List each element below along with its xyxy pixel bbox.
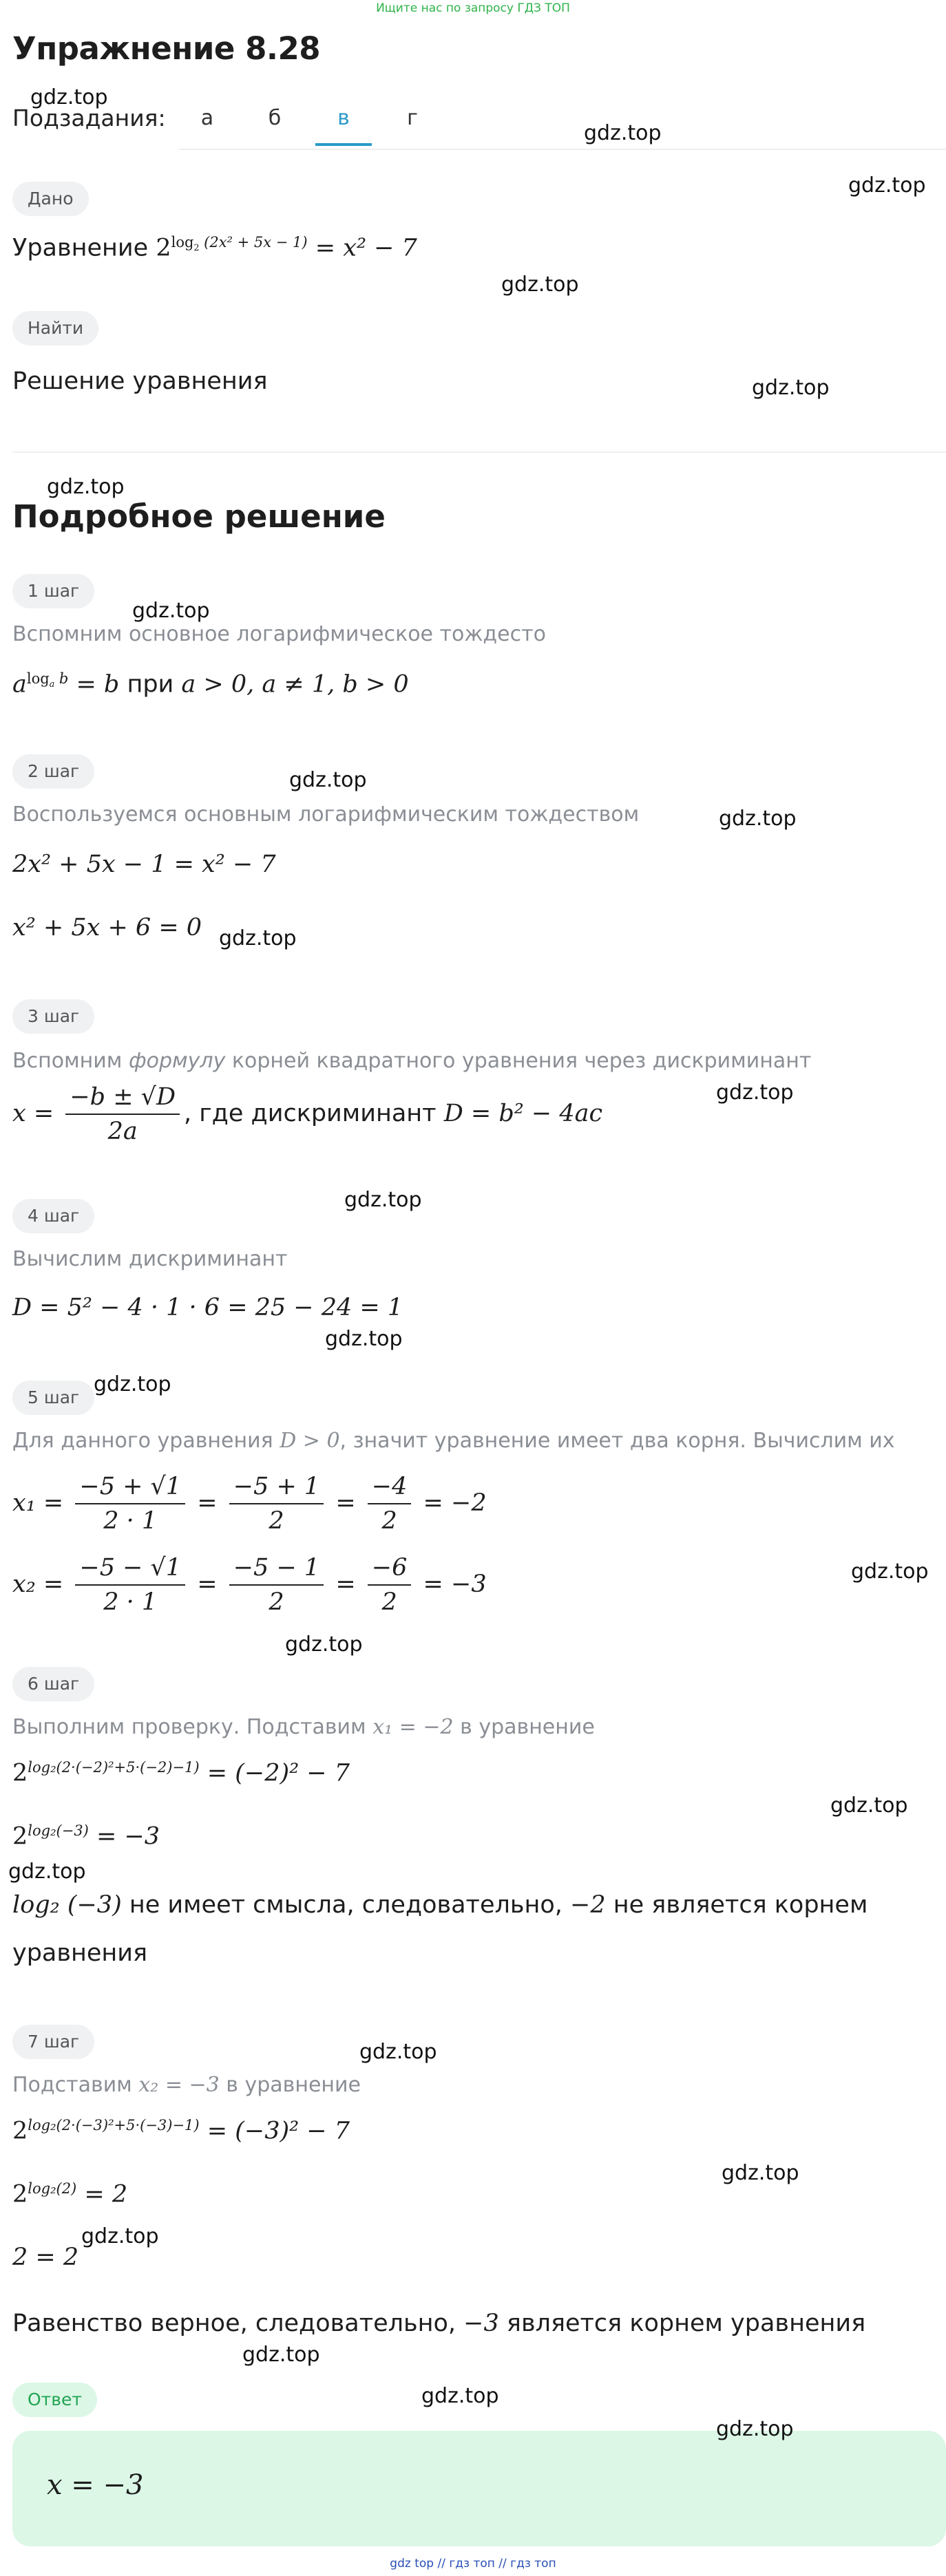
step5-x1-f2-den: 2 <box>269 1507 284 1535</box>
tab-a[interactable]: а <box>200 106 214 130</box>
step5-x1-f1 <box>75 1473 185 1535</box>
step6-l2-rhs: = −3 <box>96 1822 160 1851</box>
step3-den: 2a <box>107 1118 138 1145</box>
given-pill: Дано <box>12 182 89 216</box>
answer-value: x = −3 <box>47 2469 144 2501</box>
find-pill: Найти <box>12 311 98 345</box>
given-exp-arg: (2x² + 5x − 1) <box>204 234 308 251</box>
step5-desc <box>12 1429 895 1453</box>
watermark: gdz.top <box>851 1560 929 1584</box>
step4-eq: D = 5² − 4 · 1 · 6 = 25 − 24 = 1 <box>12 1294 403 1321</box>
subtask-tabs <box>179 95 946 150</box>
watermark: gdz.top <box>219 926 297 950</box>
step5-x2-label: x₂ = <box>12 1571 64 1598</box>
watermark: gdz.top <box>830 1793 908 1818</box>
watermark: gdz.top <box>94 1372 171 1396</box>
page-title: Упражнение 8.28 <box>12 30 321 67</box>
step2-eq1: 2x² + 5x − 1 = x² − 7 <box>12 851 276 878</box>
step5-x1-res: = −2 <box>423 1489 487 1517</box>
step5-x2 <box>12 1554 487 1616</box>
step6-line3 <box>12 1891 868 1919</box>
step6-desc-b: в уравнение <box>453 1715 595 1739</box>
watermark: gdz.top <box>344 1188 422 1212</box>
step6-desc <box>12 1715 595 1739</box>
step7-l4-text-b: является корнем уравнения <box>498 2310 866 2337</box>
step1-eq: = b <box>68 670 120 699</box>
step6-line1 <box>12 1759 350 1787</box>
watermark: gdz.top <box>716 1081 794 1105</box>
given-text: Уравнение <box>12 234 149 262</box>
given-rhs: = x² − 7 <box>315 234 417 262</box>
step6-line2 <box>12 1822 160 1851</box>
step1-desc: Вспомним основное логарифмическое тождесто <box>12 622 546 646</box>
watermark: gdz.top <box>289 768 367 792</box>
step6-desc-math: x₁ = −2 <box>372 1715 454 1739</box>
step5-x2-f2-den: 2 <box>269 1588 284 1616</box>
step7-l4-math: −3 <box>463 2310 499 2337</box>
step5-x1-f3-den: 2 <box>381 1507 397 1535</box>
step3-desc-a: Вспомним <box>12 1049 129 1073</box>
step5-x2-f3 <box>368 1554 412 1616</box>
step3-frac <box>65 1083 180 1145</box>
step5-x2-f2-num: −5 − 1 <box>229 1554 324 1586</box>
given-exp-logbase: 2 <box>193 242 200 253</box>
step3-num: −b ± √D <box>65 1083 180 1115</box>
step6-l3-math2: −2 <box>570 1891 606 1919</box>
step5-x1-label: x₁ = <box>12 1489 64 1517</box>
step1-pill: 1 шаг <box>12 574 94 608</box>
step1-exp-log: log <box>26 670 50 687</box>
step3-desc-em: формулу <box>128 1049 226 1073</box>
step5-x1-f3-num: −4 <box>368 1473 412 1504</box>
step7-l1-base: 2 <box>12 2117 28 2145</box>
watermark: gdz.top <box>132 599 210 623</box>
step5-x2-f1 <box>75 1554 185 1616</box>
step5-x1-eq1: = <box>197 1489 218 1517</box>
step7-line2 <box>12 2180 127 2208</box>
step7-desc-b: в уравнение <box>219 2073 361 2097</box>
step7-desc-math: x₂ = −3 <box>138 2073 220 2097</box>
watermark: gdz.top <box>716 2417 794 2441</box>
tab-v[interactable]: в <box>315 106 372 146</box>
step7-l2-rhs: = 2 <box>84 2180 128 2208</box>
step3-desc-b: корней квадратного уравнения через дискриминант <box>225 1049 812 1073</box>
watermark: gdz.top <box>242 2343 320 2367</box>
step4-desc: Вычислим дискриминант <box>12 1247 288 1271</box>
step5-desc-math: D > 0 <box>280 1429 340 1453</box>
step6-l3-math: log₂ (−3) <box>12 1891 122 1919</box>
step6-pill: 6 шаг <box>12 1667 94 1701</box>
step6-l3-text-b: не является корнем <box>605 1891 868 1919</box>
watermark: gdz.top <box>359 2040 437 2064</box>
step6-l1-exp: log₂(2·(−2)²+5·(−2)−1) <box>28 1759 200 1776</box>
watermark: gdz.top <box>848 173 926 198</box>
step3-pill: 3 шаг <box>12 999 94 1034</box>
step2-eq2: x² + 5x + 6 = 0 <box>12 914 202 941</box>
step7-line3: 2 = 2 <box>12 2244 79 2271</box>
watermark: gdz.top <box>325 1327 403 1351</box>
step1-a: a <box>12 670 27 699</box>
top-banner: Ищите нас по запросу ГДЗ ТОП <box>376 1 570 15</box>
step5-x2-f3-num: −6 <box>368 1554 412 1586</box>
step6-l3-text-a: не имеет смысла, следовательно, <box>121 1891 571 1919</box>
step3-formula <box>12 1083 602 1145</box>
given-equation <box>12 234 417 262</box>
step1-exp-b: b <box>54 670 69 687</box>
step5-x1-eq2: = <box>335 1489 356 1517</box>
watermark: gdz.top <box>722 2161 799 2185</box>
step5-desc-a: Для данного уравнения <box>12 1429 280 1453</box>
step5-desc-b: , значит уравнение имеет два корня. Вычислим их <box>339 1429 895 1453</box>
watermark: gdz.top <box>719 807 797 831</box>
answer-pill: Ответ <box>12 2383 97 2417</box>
step6-desc-a: Выполним проверку. Подставим <box>12 1715 373 1739</box>
step5-x2-f3-den: 2 <box>381 1588 397 1616</box>
step5-x1 <box>12 1473 487 1535</box>
divider <box>12 451 946 453</box>
step7-l1-exp: log₂(2·(−3)²+5·(−3)−1) <box>28 2117 200 2133</box>
tab-b[interactable]: б <box>268 106 282 130</box>
step5-x2-eq2: = <box>335 1571 356 1598</box>
step7-l2-exp: log₂(2) <box>28 2180 77 2197</box>
step3-tail-text: , где дискриминант <box>184 1100 444 1127</box>
step5-x2-f1-den: 2 · 1 <box>103 1588 158 1616</box>
step1-cond: a > 0, a ≠ 1, b > 0 <box>181 670 409 699</box>
step1-exp-sub: a <box>49 679 55 690</box>
step5-x2-eq1: = <box>197 1571 218 1598</box>
step3-tail-math: D = b² − 4ac <box>443 1100 603 1127</box>
step7-pill: 7 шаг <box>12 2025 94 2059</box>
step2-pill: 2 шаг <box>12 754 94 789</box>
step7-line1 <box>12 2117 350 2145</box>
given-base: 2 <box>156 234 171 262</box>
watermark: gdz.top <box>752 376 830 400</box>
find-text: Решение уравнения <box>12 368 268 395</box>
step5-x1-f1-num: −5 + √1 <box>75 1473 185 1504</box>
step6-l2-exp: log₂(−3) <box>28 1822 89 1839</box>
step6-l1-base: 2 <box>12 1759 28 1787</box>
step7-l4-text-a: Равенство верное, следовательно, <box>12 2310 464 2337</box>
solution-title: Подробное решение <box>12 498 386 535</box>
step1-formula <box>12 670 409 699</box>
step5-x2-res: = −3 <box>423 1571 487 1598</box>
watermark: gdz.top <box>421 2384 499 2408</box>
step5-x2-f1-num: −5 − √1 <box>75 1554 185 1586</box>
step7-line4 <box>12 2310 865 2337</box>
step3-x-eq: x = <box>12 1100 54 1127</box>
step7-desc-a: Подставим <box>12 2073 139 2097</box>
watermark: gdz.top <box>47 475 125 499</box>
watermark: gdz.top <box>584 121 662 145</box>
step2-desc: Воспользуемся основным логарифмическим тождеством <box>12 802 640 827</box>
tab-g[interactable]: г <box>407 106 418 130</box>
footer: gdz top // гдз топ // гдз топ <box>390 2557 556 2570</box>
watermark: gdz.top <box>30 85 108 109</box>
step1-text: при <box>119 670 182 699</box>
step6-line4: уравнения <box>12 1939 148 1967</box>
step7-desc <box>12 2073 361 2097</box>
step5-x2-f2 <box>229 1554 324 1616</box>
subtasks-label: Подзадания: <box>12 105 166 131</box>
step7-l1-rhs: = (−3)² − 7 <box>207 2117 350 2145</box>
step6-l2-base: 2 <box>12 1822 28 1851</box>
step5-x1-f2-num: −5 + 1 <box>229 1473 324 1504</box>
watermark: gdz.top <box>81 2224 159 2248</box>
watermark: gdz.top <box>285 1632 363 1657</box>
step5-x1-f2 <box>229 1473 324 1535</box>
step7-l2-base: 2 <box>12 2180 28 2208</box>
given-exp-log: log <box>171 234 194 251</box>
step5-x1-f1-den: 2 · 1 <box>103 1507 158 1535</box>
answer-box <box>12 2431 946 2546</box>
step6-l1-rhs: = (−2)² − 7 <box>207 1759 350 1787</box>
step5-pill: 5 шаг <box>12 1381 94 1415</box>
step4-pill: 4 шаг <box>12 1199 94 1233</box>
step5-x1-f3 <box>368 1473 412 1535</box>
watermark: gdz.top <box>8 1860 86 1884</box>
step3-desc <box>12 1049 811 1073</box>
watermark: gdz.top <box>501 273 579 297</box>
